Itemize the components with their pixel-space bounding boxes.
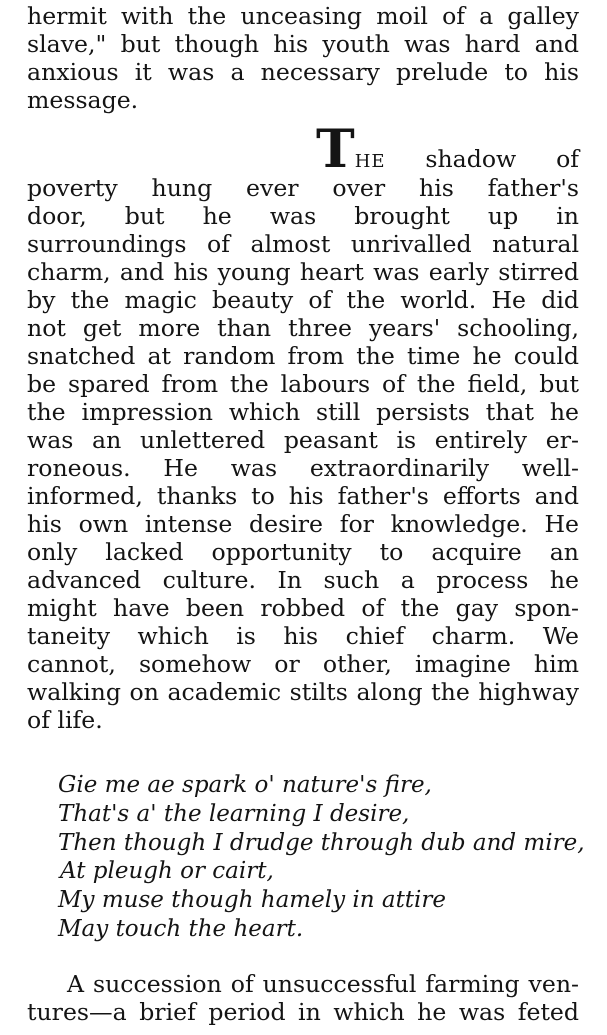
- text-line: door, but he was brought up in: [27, 202, 579, 230]
- text-line: his own intense desire for knowledge. He: [27, 510, 579, 538]
- text-line: anxious it was a necessary prelude to his: [27, 58, 579, 86]
- text-line: by the magic beauty of the world. He did: [27, 286, 579, 314]
- verse-line: At pleugh or cairt,: [60, 858, 274, 885]
- verse-line: My muse though hamely in attire: [58, 887, 447, 914]
- text-line: A succession of unsuccessful farming ven-: [67, 970, 579, 998]
- verse-line: Then though I drudge through dub and mire,: [58, 829, 585, 856]
- text-line: message.: [27, 86, 139, 114]
- verse-line: Gie me ae spark o' nature's fire,: [58, 772, 432, 798]
- main-paragraph: [27, 174, 579, 734]
- text-line: be spared from the labours of the field, but: [27, 370, 579, 398]
- text-line: advanced culture. In such a process he: [27, 566, 579, 594]
- text-line: snatched at random from the time he could: [27, 342, 579, 370]
- text-line: hermit with the unceasing moil of a galley: [27, 2, 579, 30]
- text-line: walking on academic stilts along the highway: [27, 678, 579, 706]
- text-line: informed, thanks to his father's efforts and: [27, 482, 579, 510]
- drop-cap-letter: T: [316, 119, 355, 180]
- text-line: cannot, somehow or other, imagine him: [27, 650, 579, 678]
- text-line: the impression which still persists that he: [27, 398, 579, 426]
- text-line: charm, and his young heart was early stirred: [27, 258, 579, 286]
- text-line: might have been robbed of the gay spon-: [27, 594, 579, 622]
- text-line: only lacked opportunity to acquire an: [27, 538, 579, 566]
- verse-quotation: [58, 771, 588, 944]
- text-line: tures—a brief period in which he was feted: [27, 998, 579, 1026]
- text-line: poverty hung ever over his father's: [27, 174, 579, 202]
- text-line: roneous. He was extraordinarily well-: [27, 454, 579, 482]
- text-line: was an unlettered peasant is entirely er-: [27, 426, 579, 454]
- verse-line: That's a' the learning I desire,: [58, 800, 410, 827]
- text-line: of life.: [27, 706, 103, 734]
- drop-cap-line-tail: shadow of: [425, 145, 580, 173]
- text-line: not get more than three years' schooling,: [27, 314, 579, 342]
- drop-cap-line: [316, 119, 580, 180]
- closing-paragraph: [27, 970, 579, 1026]
- text-line: surroundings of almost unrivalled natural: [27, 230, 579, 258]
- text-line: taneity which is his chief charm. We: [27, 622, 579, 650]
- drop-cap-rest: HE: [354, 151, 386, 172]
- text-line: slave," but though his youth was hard and: [27, 30, 579, 58]
- opening-paragraph: [27, 2, 579, 114]
- verse-line: May touch the heart.: [58, 915, 304, 942]
